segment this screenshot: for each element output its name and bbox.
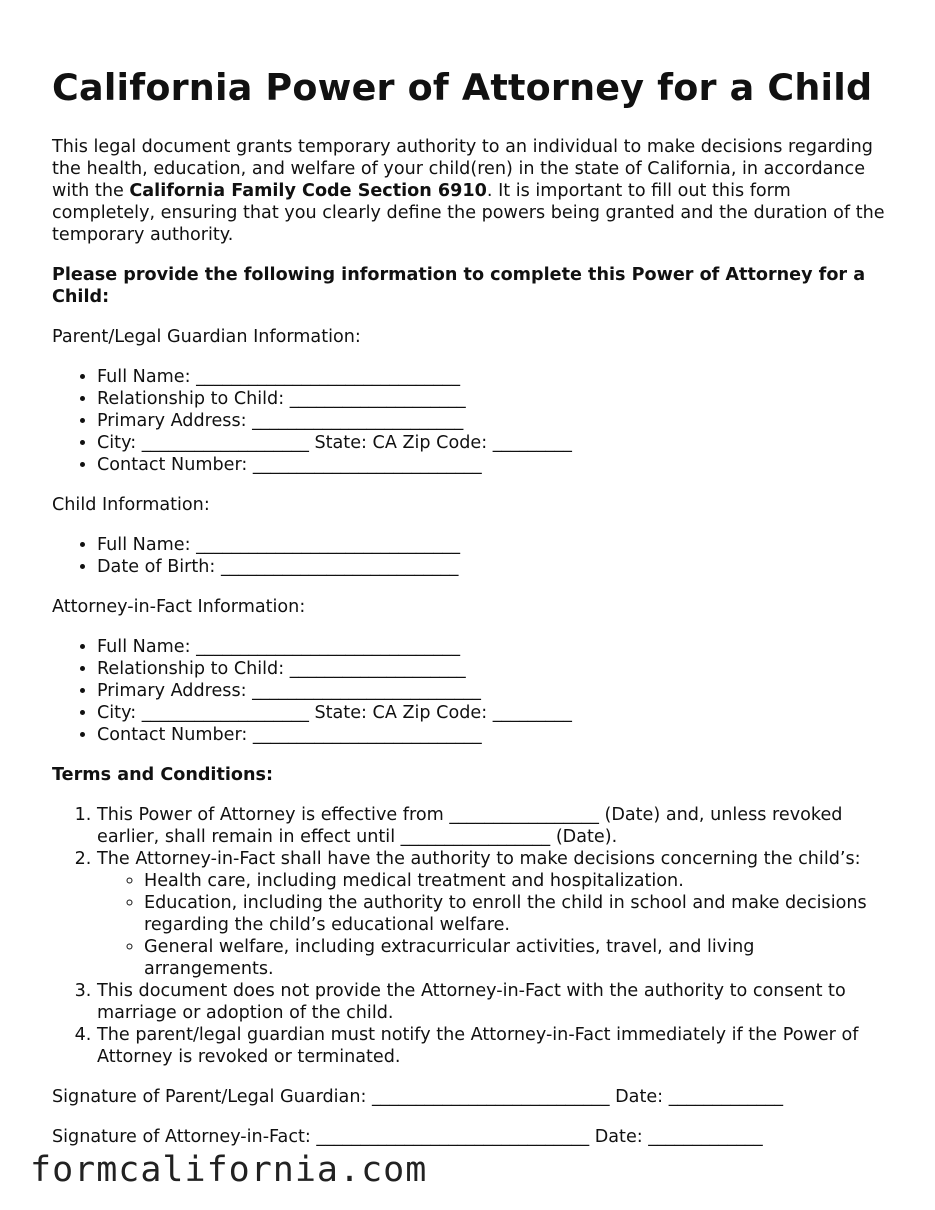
term-item-2-sublist — [97, 870, 888, 980]
parent-city-state-zip-field: • City: ___________________ State: CA Zip Code: _________ — [97, 432, 888, 454]
attorney-address-field: • Primary Address: __________________________ — [97, 680, 888, 702]
document-page — [52, 64, 888, 1166]
terms-heading: Terms and Conditions: — [52, 765, 274, 785]
term-item-1: 1. This Power of Attorney is effective from _________________ (Date) and, unless revoked earlier, shall remain in effect until _________________ (Date). — [97, 804, 888, 848]
child-dob-field: • Date of Birth: ___________________________ — [97, 556, 888, 578]
parent-full-name-field: • Full Name: ______________________________ — [97, 366, 888, 388]
term-item-3: 3. This document does not provide the Attorney-in-Fact with the authority to consent to marriage or adoption of the child. — [97, 980, 888, 1024]
child-fields-list — [52, 534, 888, 578]
term-item-2-text: The Attorney-in-Fact shall have the authority to make decisions concerning the child’s: — [97, 849, 861, 869]
page-title: California Power of Attorney for a Child — [52, 66, 873, 109]
parent-section-label: Parent/Legal Guardian Information: — [52, 327, 361, 347]
intro-paragraph — [52, 136, 888, 246]
intro-code-reference: California Family Code Section 6910 — [129, 181, 487, 201]
parent-contact-field: • Contact Number: __________________________ — [97, 454, 888, 476]
term-item-4: 4. The parent/legal guardian must notify the Attorney-in-Fact immediately if the Power of Attorney is revoked or terminated. — [97, 1024, 888, 1068]
child-section-label: Child Information: — [52, 495, 210, 515]
attorney-section-label: Attorney-in-Fact Information: — [52, 597, 306, 617]
attorney-fields-list — [52, 636, 888, 746]
attorney-full-name-field: • Full Name: ______________________________ — [97, 636, 888, 658]
instruction-heading: Please provide the following information to complete this Power of Attorney for a Child: — [52, 265, 866, 307]
intro-text-before: This legal document grants temporary authority to an individual to make decisions regarding the health, education, and welfare of your child(ren) in the state of California, in accordance with the — [52, 137, 873, 201]
attorney-signature-line: Signature of Attorney-in-Fact: _______________________________ Date: _____________ — [52, 1127, 763, 1147]
parent-relationship-field: • Relationship to Child: ____________________ — [97, 388, 888, 410]
intro-text-after: . It is important to fill out this form completely, ensuring that you clearly define the powers being granted and the duration of the temporary authority. — [52, 181, 885, 245]
term-subitem-health: ◦ Health care, including medical treatment and hospitalization. — [144, 870, 888, 892]
term-item-2 — [97, 848, 888, 980]
child-full-name-field: • Full Name: ______________________________ — [97, 534, 888, 556]
attorney-contact-field: • Contact Number: __________________________ — [97, 724, 888, 746]
parent-signature-line: Signature of Parent/Legal Guardian: ___________________________ Date: _____________ — [52, 1087, 784, 1107]
attorney-relationship-field: • Relationship to Child: ____________________ — [97, 658, 888, 680]
term-subitem-welfare: ◦ General welfare, including extracurricular activities, travel, and living arrangements. — [144, 936, 888, 980]
watermark-text: formcalifornia.com — [30, 1150, 428, 1190]
parent-address-field: • Primary Address: ________________________ — [97, 410, 888, 432]
terms-list — [52, 804, 888, 1068]
attorney-city-state-zip-field: • City: ___________________ State: CA Zip Code: _________ — [97, 702, 888, 724]
parent-fields-list — [52, 366, 888, 476]
term-subitem-education: ◦ Education, including the authority to enroll the child in school and make decisions regarding the child’s educational welfare. — [144, 892, 888, 936]
